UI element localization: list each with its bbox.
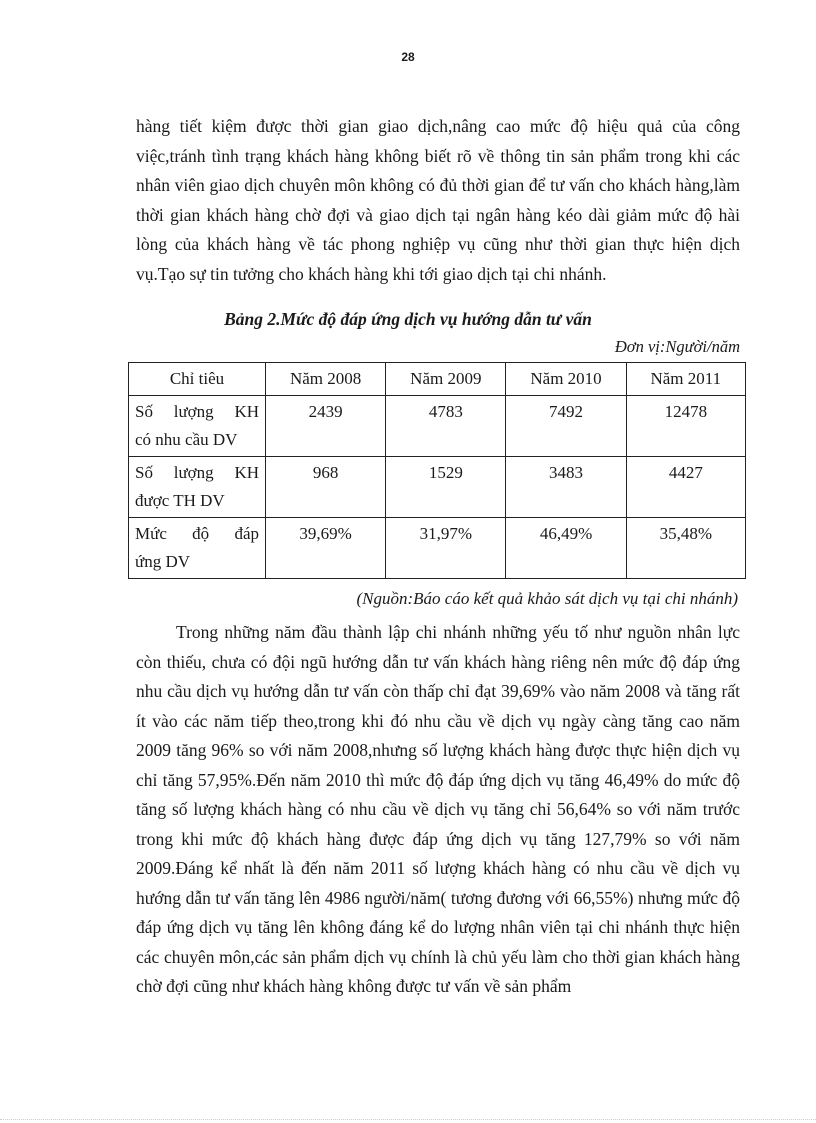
table-cell: 968 [266,457,386,518]
table-unit: Đơn vị:Người/năm [614,337,740,356]
table-cell: 3483 [506,457,626,518]
table-cell: 7492 [506,396,626,457]
table-cell: 1529 [386,457,506,518]
row-label [129,457,266,518]
row-label-line: ứng DV [135,552,191,571]
table-cell: 2439 [266,396,386,457]
row-label [129,518,266,579]
table-cell: 31,97% [386,518,506,579]
table-header-row [129,363,746,396]
page-number: 28 [401,50,415,64]
row-label-line: có nhu cầu DV [135,430,238,449]
table-row [129,396,746,457]
header-year: Năm 2008 [266,363,386,396]
table-cell: 4783 [386,396,506,457]
table-title: Bảng 2.Mức độ đáp ứng dịch vụ hướng dẫn tư vấn [224,309,592,329]
table-source: (Nguồn:Báo cáo kết quả khảo sát dịch vụ tại chi nhánh) [356,589,738,608]
paragraph-intro: hàng tiết kiệm được thời gian giao dịch,nâng cao mức độ hiệu quả của công việc,tránh tình trạng khách hàng không biết rõ về thông tin sản phẩm trong khi các nhân viên giao dịch chuyên môn không có đủ thời gian để tư vấn cho khách hàng,làm thời gian khách hàng chờ đợi và giao dịch tại ngân hàng kéo dài giảm mức độ hài lòng của khách hàng về tác phong nghiệp vụ cũng như thời gian thực hiện dịch vụ.Tạo sự tin tưởng cho khách hàng khi tới giao dịch tại chi nhánh. [136,116,740,284]
footer-divider [0,1119,816,1120]
table-row [129,518,746,579]
table-cell: 12478 [626,396,745,457]
table-cell: 35,48% [626,518,745,579]
header-year: Năm 2011 [626,363,745,396]
table-cell: 39,69% [266,518,386,579]
paragraph-analysis: Trong những năm đầu thành lập chi nhánh những yếu tố như nguồn nhân lực còn thiếu, chưa có đội ngũ hướng dẫn tư vấn khách hàng riêng nên mức độ đáp ứng nhu cầu dịch vụ hướng dẫn tư vấn còn thấp chỉ đạt 39,69% vào năm 2008 và tăng rất ít vào các năm tiếp theo,trong khi đó nhu cầu về dịch vụ ngày càng tăng cao năm 2009 tăng 96% so với năm 2008,nhưng số lượng khách hàng được thực hiện dịch vụ chỉ tăng 57,95%.Đến năm 2010 thì mức độ đáp ứng dịch vụ tăng 46,49% do mức độ tăng số lượng khách hàng có nhu cầu về dịch vụ tăng chỉ 56,64% so với năm trước trong khi mức độ khách hàng được đáp ứng dịch vụ tăng 127,79% so với năm 2009.Đáng kể nhất là đến năm 2011 số lượng khách hàng có nhu cầu về dịch vụ hướng dẫn tư vấn tăng lên 4986 người/năm( tương đương với 66,55%) nhưng mức độ đáp ứng dịch vụ tăng lên không đáng kể do lượng nhân viên tại chi nhánh thực hiện các chuyên môn,các sản phẩm dịch vụ chính là chủ yếu làm cho thời gian khách hàng chờ đợi cũng như khách hàng không được tư vấn về sản phẩm [136,622,740,996]
header-indicator: Chỉ tiêu [129,363,266,396]
header-year: Năm 2010 [506,363,626,396]
row-label-line: Mức độ đáp [135,524,259,543]
row-label [129,396,266,457]
row-label-line: Số lượng KH [135,402,259,421]
table-cell: 46,49% [506,518,626,579]
table-cell: 4427 [626,457,745,518]
row-label-line: Số lượng KH [135,463,259,482]
service-response-table [128,362,746,579]
row-label-line: được TH DV [135,491,225,510]
header-year: Năm 2009 [386,363,506,396]
table-row [129,457,746,518]
